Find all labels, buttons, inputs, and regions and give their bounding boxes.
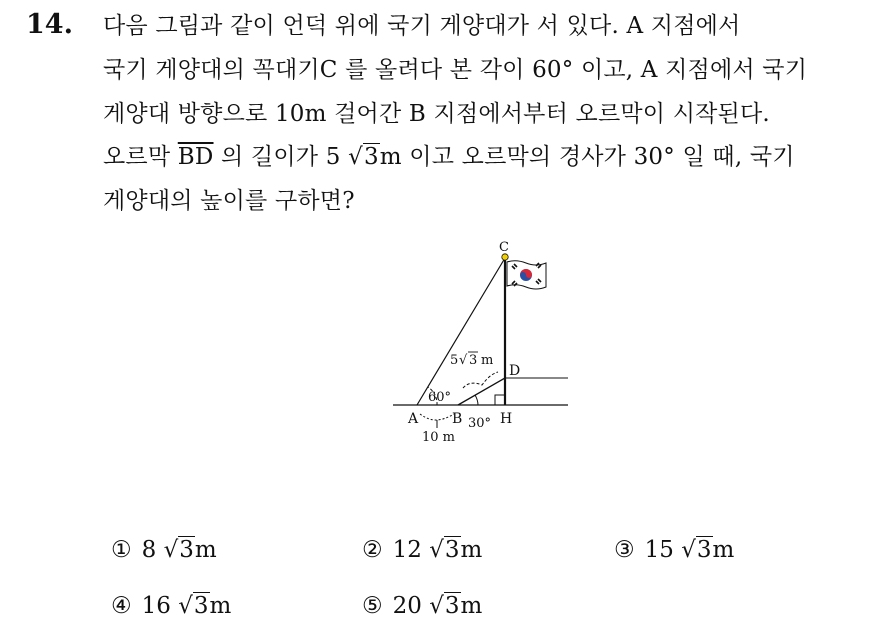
option-3[interactable] — [614, 535, 734, 565]
sqrt-symbol: √ — [348, 144, 363, 170]
label-angle-b: 30° — [468, 416, 492, 431]
option-coef: 15 — [644, 537, 674, 563]
option-unit: m — [209, 593, 232, 619]
option-coef: 8 — [141, 537, 157, 563]
korean-flag-icon — [507, 261, 546, 289]
option-mark: ④ — [111, 593, 132, 619]
sqrt-radicand: 3 — [444, 537, 460, 563]
option-5[interactable] — [362, 591, 482, 621]
bd-rad: 3 — [469, 353, 478, 368]
option-coef: 12 — [392, 537, 422, 563]
sqrt-symbol: √ — [681, 537, 696, 563]
option-coef: 16 — [141, 593, 171, 619]
label-c: C — [499, 240, 509, 255]
line4-pre: 오르막 — [103, 144, 178, 170]
bd-coef: 5 — [450, 353, 459, 368]
sqrt-symbol: √ — [429, 537, 444, 563]
slope-bd — [458, 378, 505, 405]
segment-bd: $\overline{BD}$ — [177, 144, 214, 170]
right-angle-mark — [495, 395, 505, 405]
option-2[interactable] — [362, 535, 482, 565]
sqrt-radicand: 3 — [363, 144, 379, 170]
label-dist-ab: 10 m — [422, 430, 456, 445]
question-line-1: 다음 그림과 같이 언덕 위에 국기 게양대가 서 있다. A 지점에서 — [103, 13, 741, 39]
label-b: B — [452, 411, 463, 427]
line4-post: m 이고 오르막의 경사가 30° 일 때, 국기 — [379, 144, 795, 170]
label-h: H — [500, 411, 513, 427]
sqrt-symbol: √ — [178, 593, 193, 619]
label-a: A — [408, 411, 419, 427]
sqrt-symbol: √ — [429, 593, 444, 619]
ab-brace — [420, 414, 454, 420]
sqrt-symbol: √ — [163, 537, 179, 563]
bd-unit: m — [481, 353, 494, 368]
option-coef: 20 — [392, 593, 422, 619]
option-mark: ② — [362, 537, 383, 563]
label-bd-length — [450, 352, 493, 368]
sqrt-radicand: 3 — [179, 537, 194, 563]
option-1[interactable] — [111, 535, 217, 565]
sqrt-radicand: 3 — [696, 537, 712, 563]
option-unit: m — [194, 537, 217, 563]
sqrt-radicand: 3 — [444, 593, 460, 619]
question-number: 14. — [26, 9, 73, 40]
option-unit: m — [460, 537, 483, 563]
line4-mid: 의 길이가 5 — [213, 144, 349, 170]
label-angle-a: 60° — [428, 390, 452, 405]
line-ac — [417, 258, 505, 405]
bd-sqrt-symbol: √ — [459, 353, 468, 368]
question-line-2: 국기 게양대의 꼭대기C 를 올려다 본 각이 60° 이고, A 지점에서 국기 — [103, 57, 808, 83]
option-4[interactable] — [111, 591, 231, 621]
option-unit: m — [460, 593, 483, 619]
option-mark: ⑤ — [362, 593, 383, 619]
sqrt-radicand: 3 — [193, 593, 209, 619]
question-line-5: 게양대의 높이를 구하면? — [103, 188, 355, 214]
angle-arc-b — [475, 395, 478, 405]
option-mark: ③ — [614, 537, 635, 563]
question-line-3: 게양대 방향으로 10m 걸어간 B 지점에서부터 오르막이 시작된다. — [103, 101, 770, 127]
option-mark: ① — [111, 537, 132, 563]
label-d: D — [509, 363, 521, 379]
option-unit: m — [712, 537, 735, 563]
